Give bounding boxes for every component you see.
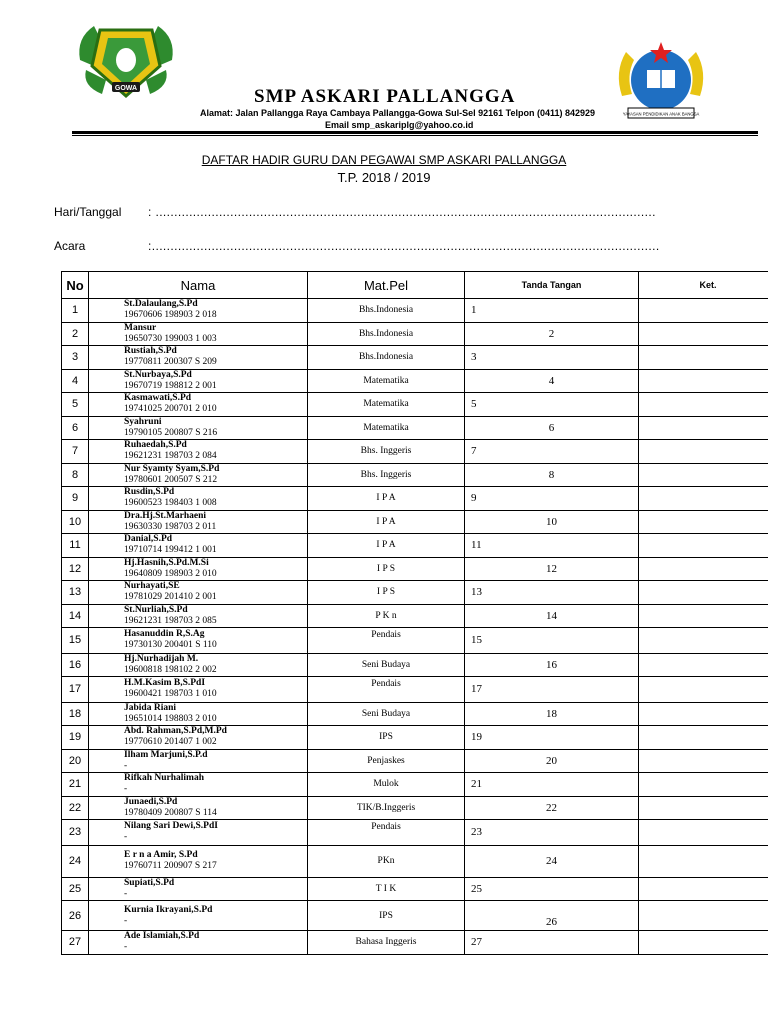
cell-mapel: I P S	[308, 581, 465, 605]
table-row	[62, 773, 768, 797]
teacher-nip: 19781029 201410 2 001	[124, 592, 217, 603]
cell-nama	[89, 487, 308, 511]
cell-mapel: IPS	[308, 901, 465, 931]
cell-mapel: Bhs. Inggeris	[308, 440, 465, 464]
teacher-nip: -	[124, 888, 128, 899]
table-row	[62, 346, 768, 370]
cell-ket	[639, 820, 768, 846]
document-subtitle: T.P. 2018 / 2019	[337, 170, 431, 185]
cell-ket	[639, 487, 768, 511]
cell-nama	[89, 726, 308, 750]
table-row	[62, 820, 768, 846]
cell-nama	[89, 702, 308, 726]
teacher-nip: 19621231 198703 2 085	[124, 615, 217, 626]
table-row	[62, 749, 768, 773]
cell-nama	[89, 299, 308, 323]
cell-no: 9	[62, 487, 89, 511]
teacher-name: Ade Islamiah,S.Pd	[124, 931, 200, 942]
cell-ket	[639, 845, 768, 877]
cell-tanda-tangan: 17	[465, 677, 639, 703]
teacher-nip: 19600818 198102 2 002	[124, 664, 217, 675]
teacher-nip: -	[124, 784, 128, 795]
cell-ket	[639, 931, 768, 955]
teacher-nip: 19780409 200807 S 114	[124, 807, 217, 818]
table-row	[62, 510, 768, 534]
cell-nama	[89, 901, 308, 931]
cell-nama	[89, 796, 308, 820]
cell-tanda-tangan: 23	[465, 820, 639, 846]
cell-tanda-tangan: 22	[465, 796, 639, 820]
cell-no: 1	[62, 299, 89, 323]
cell-nama	[89, 416, 308, 440]
cell-nama	[89, 369, 308, 393]
yayasan-logo-text: YAYASAN PENDIDIKAN ANAK BANGSA	[622, 111, 700, 117]
table-row	[62, 369, 768, 393]
teacher-nip: 19651014 198803 2 010	[124, 713, 217, 724]
gowa-logo-text: GOWA	[114, 85, 138, 92]
cell-mapel: T I K	[308, 877, 465, 901]
cell-tanda-tangan: 26	[465, 901, 639, 931]
teacher-nip: 19760711 200907 S 217	[124, 861, 217, 871]
cell-nama	[89, 749, 308, 773]
table-row	[62, 604, 768, 628]
cell-ket	[639, 773, 768, 797]
cell-mapel: Pendais	[308, 677, 465, 703]
cell-nama	[89, 604, 308, 628]
cell-mapel: Bhs.Indonesia	[308, 322, 465, 346]
table-row	[62, 416, 768, 440]
table-row	[62, 463, 768, 487]
cell-no: 3	[62, 346, 89, 370]
cell-tanda-tangan: 21	[465, 773, 639, 797]
teacher-name: Abd. Rahman,S.Pd,M.Pd	[124, 726, 227, 737]
cell-tanda-tangan: 8	[465, 463, 639, 487]
cell-no: 11	[62, 534, 89, 558]
cell-mapel: I P A	[308, 510, 465, 534]
cell-tanda-tangan: 14	[465, 604, 639, 628]
yayasan-emblem-logo	[612, 36, 710, 124]
cell-no: 2	[62, 322, 89, 346]
col-header-tanda-tangan: Tanda Tangan	[465, 272, 639, 299]
teacher-name: Nilang Sari Dewi,S.PdI	[124, 821, 218, 832]
cell-no: 26	[62, 901, 89, 931]
cell-nama	[89, 534, 308, 558]
cell-tanda-tangan: 27	[465, 931, 639, 955]
cell-tanda-tangan: 3	[465, 346, 639, 370]
cell-no: 5	[62, 393, 89, 417]
table-row	[62, 322, 768, 346]
table-row	[62, 581, 768, 605]
teacher-name: Hasanuddin R,S.Ag	[124, 629, 205, 640]
teacher-name: Nur Syamty Syam,S.Pd	[124, 463, 220, 474]
cell-tanda-tangan: 15	[465, 628, 639, 654]
cell-mapel: I P A	[308, 534, 465, 558]
cell-nama	[89, 877, 308, 901]
cell-ket	[639, 581, 768, 605]
school-address: Alamat: Jalan Pallangga Raya Cambaya Pallangga-Gowa Sul-Sel 92161 Telpon (0411) 842929	[200, 108, 596, 118]
cell-ket	[639, 877, 768, 901]
cell-mapel: I P A	[308, 487, 465, 511]
teacher-name: St.Nurliah,S.Pd	[124, 604, 188, 615]
teacher-nip: 19630330 198703 2 011	[124, 521, 217, 532]
teacher-name: Kasmawati,S.Pd	[124, 393, 192, 404]
teacher-nip: 19670719 198812 2 001	[124, 380, 217, 391]
teacher-name: Ilham Marjuni,S.P.d	[124, 749, 208, 760]
cell-ket	[639, 369, 768, 393]
cell-no: 18	[62, 702, 89, 726]
cell-no: 8	[62, 463, 89, 487]
teacher-name: Kurnia Ikrayani,S.Pd	[124, 904, 213, 915]
cell-mapel: Bhs. Inggeris	[308, 463, 465, 487]
field-label: Hari/Tanggal	[54, 205, 122, 219]
cell-mapel: IPS	[308, 726, 465, 750]
cell-mapel: Pendais	[308, 628, 465, 654]
field-label: Acara	[54, 239, 86, 253]
cell-tanda-tangan: 25	[465, 877, 639, 901]
teacher-nip: 19600523 198403 1 008	[124, 498, 217, 509]
cell-mapel: Mulok	[308, 773, 465, 797]
cell-nama	[89, 677, 308, 703]
attendance-table	[61, 271, 768, 955]
col-header-ket: Ket.	[639, 272, 768, 299]
teacher-name: St.Nurbaya,S.Pd	[124, 369, 192, 380]
cell-ket	[639, 726, 768, 750]
teacher-nip: 19741025 200701 2 010	[124, 404, 217, 415]
document-title: DAFTAR HADIR GURU DAN PEGAWAI SMP ASKARI PALLANGGA	[201, 153, 567, 167]
cell-nama	[89, 581, 308, 605]
teacher-nip: -	[124, 915, 128, 926]
col-header-nama: Nama	[89, 272, 308, 299]
teacher-name: St.Dalaulang,S.Pd	[124, 299, 198, 310]
cell-nama	[89, 557, 308, 581]
cell-mapel: Bahasa Inggeris	[308, 931, 465, 955]
table-row	[62, 557, 768, 581]
cell-tanda-tangan: 7	[465, 440, 639, 464]
cell-mapel: Seni Budaya	[308, 702, 465, 726]
cell-tanda-tangan: 24	[465, 845, 639, 877]
teacher-name: Supiati,S.Pd	[124, 877, 175, 888]
cell-ket	[639, 440, 768, 464]
table-row	[62, 677, 768, 703]
teacher-nip: -	[124, 760, 128, 771]
teacher-nip: 19710714 199412 1 001	[124, 545, 217, 556]
cell-no: 17	[62, 677, 89, 703]
cell-tanda-tangan: 20	[465, 749, 639, 773]
table-row	[62, 534, 768, 558]
table-row	[62, 653, 768, 677]
teacher-name: Hj.Hasnih,S.Pd.M.Si	[124, 557, 209, 568]
table-row	[62, 877, 768, 901]
teacher-nip: 19730130 200401 S 110	[124, 640, 217, 651]
teacher-name: Dra.Hj.St.Marhaeni	[124, 510, 207, 521]
header-divider-thick	[72, 131, 758, 134]
teacher-name: Junaedi,S.Pd	[124, 796, 178, 807]
teacher-nip: 19621231 198703 2 084	[124, 451, 217, 462]
teacher-nip: 19640809 198903 2 010	[124, 568, 217, 579]
cell-tanda-tangan: 9	[465, 487, 639, 511]
cell-tanda-tangan: 16	[465, 653, 639, 677]
cell-ket	[639, 749, 768, 773]
teacher-name: H.M.Kasim B,S.PdI	[124, 678, 206, 689]
cell-nama	[89, 393, 308, 417]
cell-no: 14	[62, 604, 89, 628]
cell-tanda-tangan: 4	[465, 369, 639, 393]
cell-no: 7	[62, 440, 89, 464]
col-header-mapel: Mat.Pel	[308, 272, 465, 299]
cell-ket	[639, 702, 768, 726]
teacher-name: Nurhayati,SE	[124, 581, 180, 592]
cell-mapel: Matematika	[308, 393, 465, 417]
teacher-nip: 19670606 198903 2 018	[124, 310, 217, 321]
cell-ket	[639, 796, 768, 820]
cell-no: 20	[62, 749, 89, 773]
cell-no: 16	[62, 653, 89, 677]
table-row	[62, 628, 768, 654]
teacher-name: Danial,S.Pd	[124, 534, 173, 545]
cell-tanda-tangan: 6	[465, 416, 639, 440]
cell-no: 6	[62, 416, 89, 440]
table-row	[62, 931, 768, 955]
cell-nama	[89, 773, 308, 797]
table-row	[62, 487, 768, 511]
teacher-nip: 19790105 200807 S 216	[124, 427, 218, 438]
cell-no: 10	[62, 510, 89, 534]
cell-mapel: Bhs.Indonesia	[308, 346, 465, 370]
teacher-name: Jabida Riani	[124, 702, 177, 713]
cell-mapel: Seni Budaya	[308, 653, 465, 677]
cell-nama	[89, 510, 308, 534]
cell-ket	[639, 322, 768, 346]
cell-ket	[639, 901, 768, 931]
field-fill-line: :........................................................................................................................................	[148, 239, 660, 253]
cell-mapel: Bhs.Indonesia	[308, 299, 465, 323]
table-row	[62, 393, 768, 417]
cell-no: 23	[62, 820, 89, 846]
cell-nama	[89, 820, 308, 846]
cell-ket	[639, 299, 768, 323]
cell-mapel: Pendais	[308, 820, 465, 846]
cell-tanda-tangan: 10	[465, 510, 639, 534]
cell-no: 21	[62, 773, 89, 797]
cell-tanda-tangan: 5	[465, 393, 639, 417]
cell-no: 19	[62, 726, 89, 750]
teacher-name: Rifkah Nurhalimah	[124, 773, 204, 784]
cell-no: 24	[62, 845, 89, 877]
teacher-nip: 19600421 198703 1 010	[124, 689, 217, 700]
table-row	[62, 702, 768, 726]
field-fill-line: : ......................................................................................................................................	[148, 205, 656, 219]
cell-ket	[639, 416, 768, 440]
cell-no: 4	[62, 369, 89, 393]
cell-ket	[639, 653, 768, 677]
cell-mapel: Matematika	[308, 416, 465, 440]
table-row	[62, 726, 768, 750]
cell-ket	[639, 510, 768, 534]
cell-tanda-tangan: 19	[465, 726, 639, 750]
teacher-name: Rusdin,S.Pd	[124, 487, 175, 498]
cell-ket	[639, 393, 768, 417]
cell-nama	[89, 322, 308, 346]
cell-tanda-tangan: 11	[465, 534, 639, 558]
teacher-name: Mansur	[124, 322, 157, 333]
cell-ket	[639, 534, 768, 558]
table-row	[62, 845, 768, 877]
cell-no: 27	[62, 931, 89, 955]
teacher-name: Rustiah,S.Pd	[124, 346, 177, 357]
cell-no: 25	[62, 877, 89, 901]
cell-tanda-tangan: 1	[465, 299, 639, 323]
table-header-row	[62, 272, 768, 299]
teacher-name: Syahruni	[124, 416, 162, 427]
cell-mapel: Matematika	[308, 369, 465, 393]
school-email: Email smp_askariplg@yahoo.co.id	[325, 120, 474, 130]
cell-ket	[639, 346, 768, 370]
school-name: SMP ASKARI PALLANGGA	[254, 86, 516, 107]
cell-tanda-tangan: 18	[465, 702, 639, 726]
cell-mapel: I P S	[308, 557, 465, 581]
cell-mapel: PKn	[308, 845, 465, 877]
cell-no: 22	[62, 796, 89, 820]
table-row	[62, 440, 768, 464]
teacher-name: Hj.Nurhadijah M.	[124, 653, 199, 664]
cell-ket	[639, 557, 768, 581]
teacher-nip: 19780601 200507 S 212	[124, 474, 218, 485]
teacher-nip: -	[124, 832, 128, 843]
cell-mapel: TIK/B.Inggeris	[308, 796, 465, 820]
cell-nama	[89, 463, 308, 487]
cell-nama	[89, 845, 308, 877]
cell-ket	[639, 677, 768, 703]
header-divider-thin	[72, 135, 758, 136]
cell-tanda-tangan: 13	[465, 581, 639, 605]
table-row	[62, 299, 768, 323]
teacher-nip: 19770811 200307 S 209	[124, 357, 217, 368]
cell-nama	[89, 440, 308, 464]
cell-no: 13	[62, 581, 89, 605]
teacher-nip: 19770610 201407 1 002	[124, 737, 217, 748]
cell-ket	[639, 604, 768, 628]
col-header-no: No	[62, 272, 89, 299]
cell-tanda-tangan: 12	[465, 557, 639, 581]
cell-nama	[89, 931, 308, 955]
teacher-nip: -	[124, 942, 128, 953]
teacher-name: E r n a Amir, S.Pd	[124, 850, 198, 860]
cell-ket	[639, 628, 768, 654]
gowa-emblem-logo	[72, 20, 180, 100]
teacher-nip: 19650730 199003 1 003	[124, 333, 217, 344]
cell-mapel: Penjaskes	[308, 749, 465, 773]
cell-nama	[89, 628, 308, 654]
cell-no: 15	[62, 628, 89, 654]
table-row	[62, 796, 768, 820]
teacher-name: Ruhaedah,S.Pd	[124, 440, 187, 451]
cell-nama	[89, 653, 308, 677]
cell-nama	[89, 346, 308, 370]
table-row	[62, 901, 768, 931]
cell-ket	[639, 463, 768, 487]
cell-mapel: P K n	[308, 604, 465, 628]
cell-tanda-tangan: 2	[465, 322, 639, 346]
cell-no: 12	[62, 557, 89, 581]
